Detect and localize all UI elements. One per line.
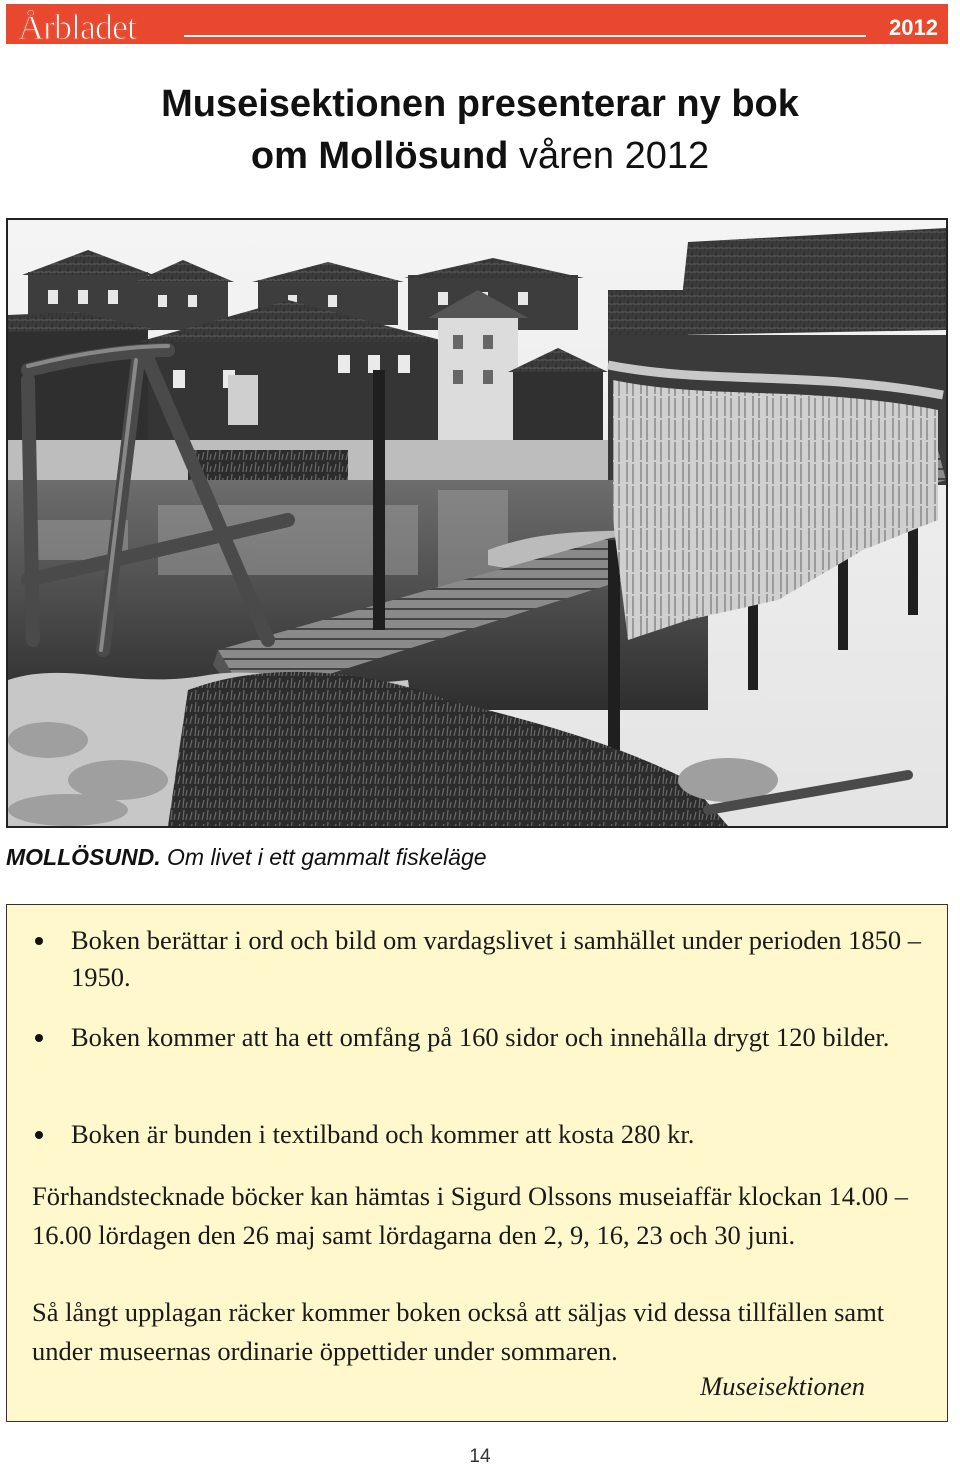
bullet-item: Boken är bunden i textilband och kommer att kosta 280 kr.: [71, 1116, 931, 1153]
caption-place: MOLLÖSUND.: [6, 844, 161, 870]
header-band: [6, 4, 948, 44]
title-line-2: [0, 130, 960, 182]
photo-mollosund: [6, 218, 948, 828]
title-regular-part: våren 2012: [508, 135, 710, 177]
title-line-1: Museisektionen presenterar ny bok: [161, 83, 799, 125]
info-box: [6, 904, 948, 1422]
signature: Museisektionen: [700, 1371, 865, 1401]
pickup-paragraph: Förhandstecknade böcker kan hämtas i Sigurd Olssons museiaffär klockan 14.00 – 16.00 lördagen den 26 maj samt lördagarna den 2, 9, 16, 23 och 30 juni.: [32, 1181, 909, 1250]
sales-paragraph: Så långt upplagan räcker kommer boken också att säljas vid dessa tillfällen samt under museernas ordinarie öppettider under sommaren.: [32, 1297, 885, 1366]
caption-text: Om livet i ett gammalt fiskeläge: [160, 844, 487, 870]
masthead-logo: Årbladet: [18, 7, 136, 44]
bullet-item: Boken kommer att ha ett omfång på 160 sidor och innehålla drygt 120 bilder.: [71, 1019, 931, 1056]
header-year: 2012: [889, 15, 938, 40]
bullet-item: Boken berättar i ord och bild om vardagslivet i samhället under perioden 1850 – 1950.: [71, 922, 931, 996]
article-title: [0, 78, 960, 182]
page-number: 14: [469, 1446, 491, 1467]
title-bold-part: om Mollösund: [250, 135, 509, 177]
photo-caption: [6, 844, 487, 871]
header-rule: [184, 35, 866, 37]
